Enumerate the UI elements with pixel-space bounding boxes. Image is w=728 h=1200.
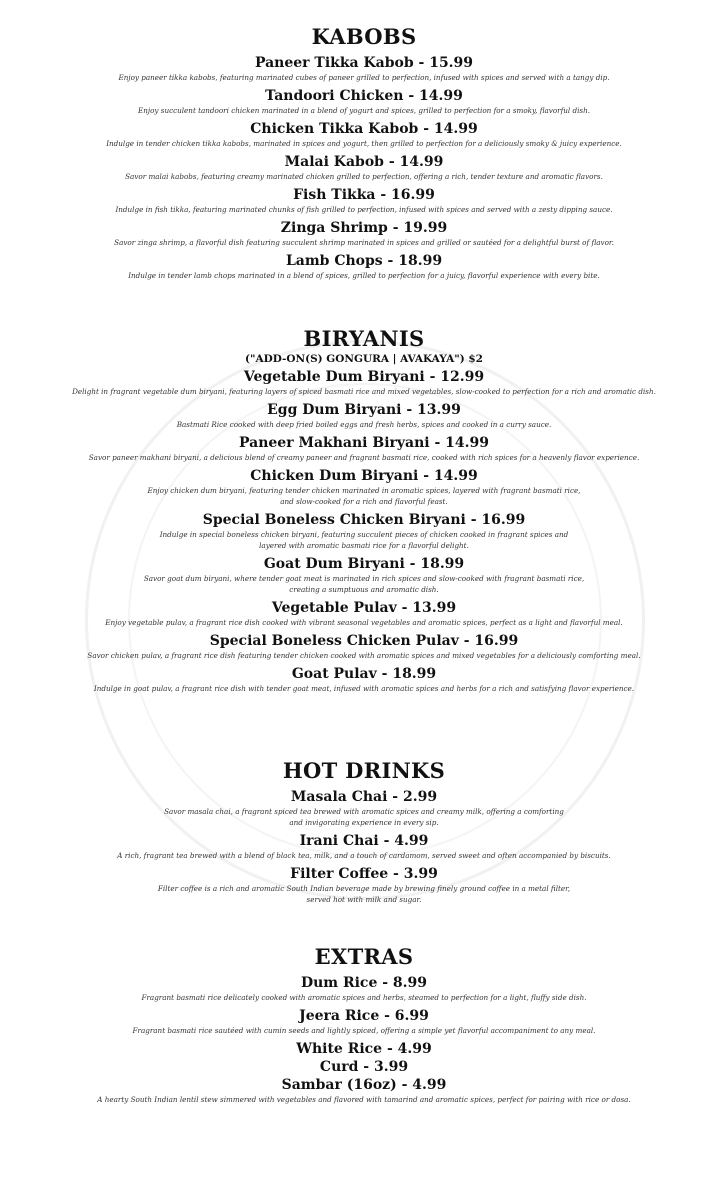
menu-item <box>0 87 728 116</box>
menu-item-description <box>0 1094 728 1105</box>
menu-item <box>0 865 728 905</box>
menu-item-name: White Rice - 4.99 <box>296 1041 432 1057</box>
menu-item-description <box>0 485 728 507</box>
menu-item-name: Fish Tikka - 16.99 <box>293 187 435 203</box>
menu-item-description <box>0 105 728 116</box>
description-line: Savor masala chai, a fragrant spiced tea brewed with aromatic spices and creamy milk, offering a comforting <box>164 807 564 816</box>
section-title: HOT DRINKS <box>282 758 446 783</box>
menu-item-description <box>0 650 728 661</box>
menu-item <box>0 434 728 463</box>
menu-item <box>0 599 728 628</box>
menu-item-description <box>0 386 728 397</box>
section-title: EXTRAS <box>314 944 414 969</box>
menu-item-description <box>0 1025 728 1036</box>
menu-item-name: Masala Chai - 2.99 <box>290 789 438 805</box>
menu-item <box>0 974 728 1003</box>
menu-item-description <box>0 171 728 182</box>
menu-item-description <box>0 617 728 628</box>
menu-item-name: Sambar (16oz) - 4.99 <box>281 1077 447 1093</box>
menu-item <box>0 368 728 397</box>
description-line: served hot with milk and sugar. <box>306 895 422 904</box>
menu-item-description <box>0 204 728 215</box>
menu-item-name: Paneer Makhani Biryani - 14.99 <box>239 435 489 451</box>
menu-item-name: Egg Dum Biryani - 13.99 <box>267 402 461 418</box>
menu-item-name: Filter Coffee - 3.99 <box>290 866 438 882</box>
menu-item-name: Zinga Shrimp - 19.99 <box>280 220 448 236</box>
menu-item-description <box>0 850 728 861</box>
menu-item-description <box>0 237 728 248</box>
menu-item-name: Chicken Tikka Kabob - 14.99 <box>250 121 478 137</box>
menu-item <box>0 632 728 661</box>
description-line: and invigorating experience in every sip. <box>289 818 439 827</box>
menu-item-name: Tandoori Chicken - 14.99 <box>265 88 463 104</box>
description-line: Indulge in tender chicken tikka kabobs, marinated in spices and yogurt, then grilled to perfection for a deliciously smoky & juicy experience. <box>106 139 622 148</box>
description-line: Indulge in special boneless chicken biryani, featuring succulent pieces of chicken cooked in fragrant spices and <box>159 530 569 539</box>
description-line: Enjoy chicken dum biryani, featuring tender chicken marinated in aromatic spices, layered with fragrant basmati rice, <box>147 486 581 495</box>
menu-item <box>0 832 728 861</box>
menu-item <box>0 54 728 83</box>
description-line: Fragrant basmati rice delicately cooked with aromatic spices and herbs, steamed to perfection for a light, fluffy side dish. <box>141 993 587 1002</box>
menu-item <box>0 1076 728 1105</box>
menu-item <box>0 788 728 828</box>
menu-item-name: Vegetable Pulav - 13.99 <box>271 600 457 616</box>
section-title: BIRYANIS <box>303 326 425 351</box>
menu-item-description <box>0 683 728 694</box>
menu-item <box>0 1058 728 1076</box>
menu-item-name: Jeera Rice - 6.99 <box>299 1008 429 1024</box>
menu-item-description <box>0 452 728 463</box>
menu-item-description <box>0 806 728 828</box>
menu-section-biryanis <box>0 326 728 694</box>
menu-item-description <box>0 992 728 1003</box>
description-line: Enjoy paneer tikka kabobs, featuring marinated cubes of paneer grilled to perfection, infused with spices and served with a tangy dip. <box>118 73 610 82</box>
menu-item-name: Special Boneless Chicken Pulav - 16.99 <box>209 633 519 649</box>
description-line: Indulge in fish tikka, featuring marinated chunks of fish grilled to perfection, infused with spices and served with a zesty dipping sauce. <box>115 205 613 214</box>
menu-item <box>0 153 728 182</box>
menu-item <box>0 120 728 149</box>
description-line: Filter coffee is a rich and aromatic South Indian beverage made by brewing finely ground coffee in a metal filter, <box>157 884 571 893</box>
description-line: Indulge in tender lamb chops marinated in a blend of spices, grilled to perfection for a juicy, flavorful experience with every bite. <box>128 271 600 280</box>
menu-section-kabobs <box>0 24 728 281</box>
menu-item-name: Dum Rice - 8.99 <box>300 975 428 991</box>
description-line: Savor zinga shrimp, a flavorful dish featuring succulent shrimp marinated in spices and grilled or sautéed for a delightful burst of flavor. <box>114 238 614 247</box>
menu-item-name: Goat Dum Biryani - 18.99 <box>263 556 465 572</box>
menu-item-name: Curd - 3.99 <box>319 1059 409 1075</box>
description-line: A hearty South Indian lentil stew simmered with vegetables and flavored with tamarind and aromatic spices, perfect for pairing with rice or dosa. <box>97 1095 631 1104</box>
menu-item-name: Irani Chai - 4.99 <box>299 833 429 849</box>
section-title: KABOBS <box>311 24 417 49</box>
menu-item <box>0 252 728 281</box>
menu-section-extras <box>0 944 728 1105</box>
menu-item-description <box>0 529 728 551</box>
menu-item <box>0 186 728 215</box>
menu-item-name: Special Boneless Chicken Biryani - 16.99 <box>202 512 526 528</box>
menu-item <box>0 467 728 507</box>
description-line: Fragrant basmati rice sautéed with cumin seeds and lightly spiced, offering a simple yet flavorful accompaniment to any meal. <box>132 1026 596 1035</box>
menu-item <box>0 1040 728 1058</box>
menu-item-name: Vegetable Dum Biryani - 12.99 <box>243 369 485 385</box>
menu-item <box>0 401 728 430</box>
menu-item-name: Lamb Chops - 18.99 <box>285 253 443 269</box>
menu-item <box>0 511 728 551</box>
description-line: Bastmati Rice cooked with deep fried boiled eggs and fresh herbs, spices and cooked in a curry sauce. <box>176 420 552 429</box>
menu-section-hot-drinks <box>0 758 728 905</box>
menu-item-description <box>0 72 728 83</box>
description-line: Indulge in goat pulav, a fragrant rice dish with tender goat meat, infused with aromatic spices and herbs for a rich and satisfying flavor experience. <box>93 684 635 693</box>
menu-item-description <box>0 419 728 430</box>
description-line: Delight in fragrant vegetable dum biryani, featuring layers of spiced basmati rice and mixed vegetables, slow-cooked to perfection for a rich and aromatic dish. <box>72 387 656 396</box>
menu-item <box>0 1007 728 1036</box>
menu-item <box>0 555 728 595</box>
description-line: layered with aromatic basmati rice for a flavorful delight. <box>259 541 469 550</box>
description-line: Savor paneer makhani biryani, a delicious blend of creamy paneer and fragrant basmati rice, cooked with rich spices for a heavenly flavor experience. <box>88 453 640 462</box>
menu-item-description <box>0 573 728 595</box>
menu-item-name: Chicken Dum Biryani - 14.99 <box>250 468 478 484</box>
menu-item <box>0 219 728 248</box>
menu-item <box>0 665 728 694</box>
description-line: Enjoy succulent tandoori chicken marinated in a blend of yogurt and spices, grilled to perfection for a smoky, flavorful dish. <box>137 106 590 115</box>
description-line: Savor goat dum biryani, where tender goat meat is marinated in rich spices and slow-cooked with fragrant basmati rice, <box>143 574 585 583</box>
menu-item-name: Paneer Tikka Kabob - 15.99 <box>254 55 474 71</box>
description-line: Savor chicken pulav, a fragrant rice dish featuring tender chicken cooked with aromatic spices and mixed vegetables for a deliciously comforting meal. <box>87 651 641 660</box>
menu-item-name: Malai Kabob - 14.99 <box>284 154 444 170</box>
menu-item-description <box>0 138 728 149</box>
description-line: Savor malai kabobs, featuring creamy marinated chicken grilled to perfection, offering a rich, tender texture and aromatic flavors. <box>125 172 603 181</box>
description-line: Enjoy vegetable pulav, a fragrant rice dish cooked with vibrant seasonal vegetables and aromatic spices, perfect as a light and flavorful meal. <box>105 618 623 627</box>
description-line: A rich, fragrant tea brewed with a blend of black tea, milk, and a touch of cardamom, served sweet and often accompanied by biscuits. <box>117 851 611 860</box>
section-subtitle: ("ADD-ON(S) GONGURA | AVAKAYA") $2 <box>245 353 483 365</box>
menu-item-name: Goat Pulav - 18.99 <box>291 666 437 682</box>
description-line: and slow-cooked for a rich and flavorful feast. <box>280 497 448 506</box>
menu-item-description <box>0 270 728 281</box>
description-line: creating a sumptuous and aromatic dish. <box>289 585 439 594</box>
menu-item-description <box>0 883 728 905</box>
